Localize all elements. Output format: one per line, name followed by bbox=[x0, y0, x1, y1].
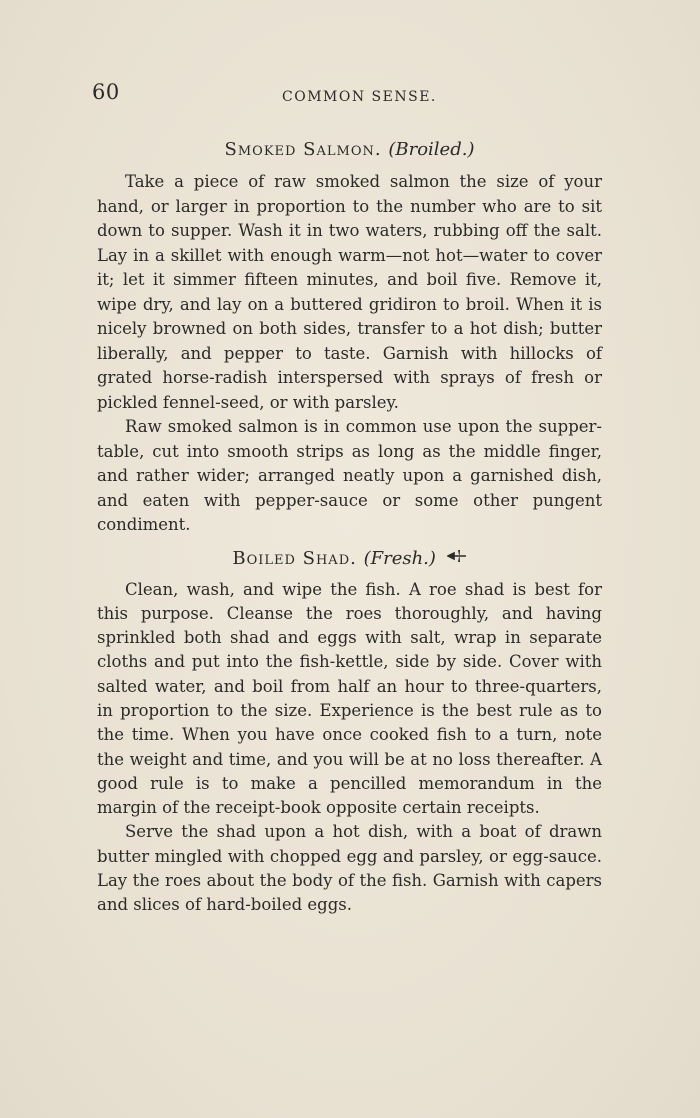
body-text bbox=[97, 134, 602, 918]
page-number: 60 bbox=[92, 80, 120, 104]
recipe-smoked-salmon bbox=[97, 134, 602, 538]
recipe-subtitle: (Broiled.) bbox=[388, 139, 475, 160]
page-header bbox=[92, 80, 602, 110]
recipe-paragraph: Serve the shad upon a hot dish, with a boat of drawn butter mingled with chopped egg and parsley, or egg-sauce. Lay the roes about the body of the fish. Garnish with capers and slices of hard-boiled eggs. bbox=[97, 822, 602, 915]
recipe-paragraph: Take a piece of raw smoked salmon the size of your hand, or larger in proportion to the number who are to sit down to supper. Wash it in two waters, rubbing off the salt. Lay in a skillet with enough warm—not hot—water to cover it; let it simmer fifteen minutes, and boil five. Remove it, wipe dry, and lay on a buttered gridiron to broil. When it is nicely browned on both sides, transfer to a hot dish; butter liberally, and pepper to taste. Garnish with hillocks of grated horse-radish interspersed with sprays of fresh or pickled fennel-seed, or with parsley. bbox=[97, 172, 602, 412]
recipe-title-text: Smoked Salmon. bbox=[224, 139, 382, 160]
running-head: COMMON SENSE. bbox=[282, 89, 437, 105]
recipe-boiled-shad bbox=[97, 544, 602, 918]
maltese-cross-icon bbox=[447, 544, 467, 574]
recipe-title-text: Boiled Shad. bbox=[232, 547, 357, 569]
recipe-paragraph: Clean, wash, and wipe the fish. A roe shad is best for this purpose. Cleanse the roes thoroughly, and having sprinkled both shad and eggs with salt, wrap in separate cloths and put into the fish-kettle, side by side. Cover with salted water, and boil from half an hour to three-quarters, in proportion to the size. Experience is the best rule as to the time. When you have once cooked fish to a turn, note the weight and time, and you will be at no loss thereafter. A good rule is to make a pencilled memorandum in the margin of the receipt-book opposite certain receipts. bbox=[97, 579, 602, 818]
recipe-title bbox=[97, 544, 602, 574]
recipe-paragraph: Raw smoked salmon is in common use upon the supper-table, cut into smooth strips as long as the middle finger, and rather wider; arranged neatly upon a garnished dish, and eaten with pepper-sauce or some other pungent condiment. bbox=[97, 417, 602, 534]
recipe-title bbox=[97, 134, 602, 166]
recipe-subtitle: (Fresh.) bbox=[363, 547, 436, 569]
